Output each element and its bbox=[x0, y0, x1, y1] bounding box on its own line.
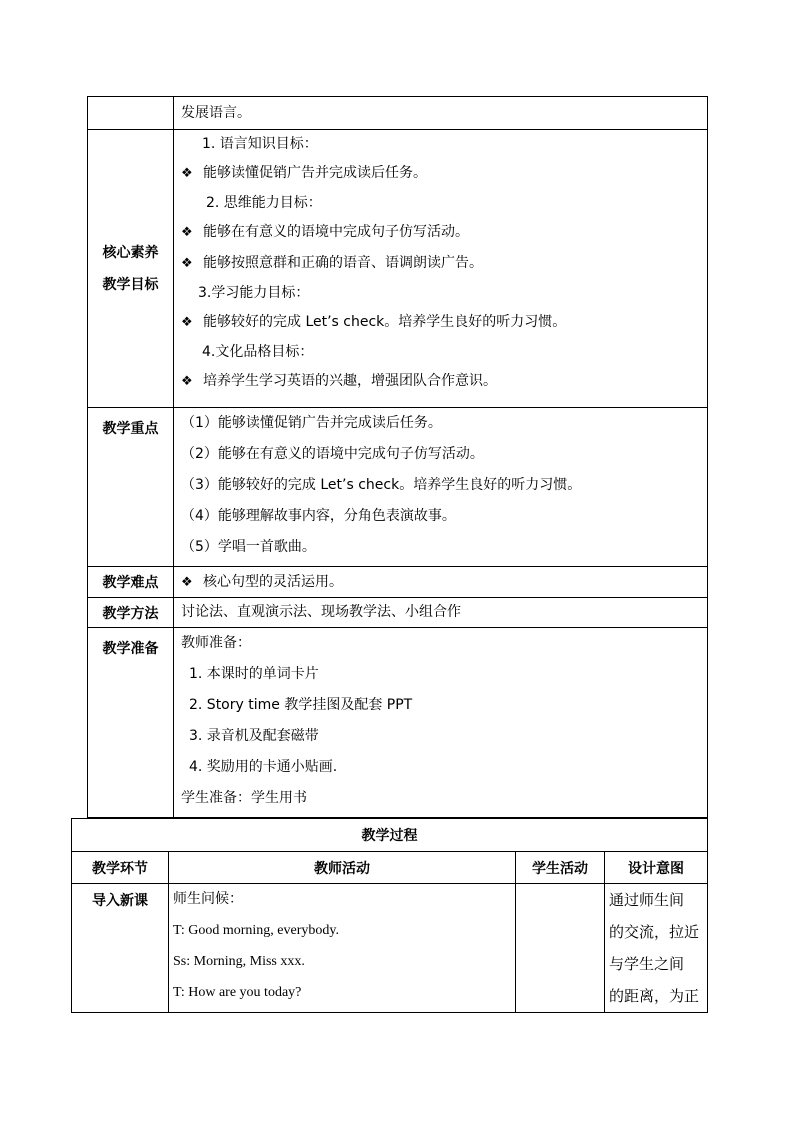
methods-text: 讨论法、直观演示法、现场教学法、小组合作 bbox=[181, 604, 461, 620]
diamond-bullet-icon: ❖ bbox=[181, 225, 193, 240]
key-points-label: 教学重点 bbox=[88, 408, 174, 567]
difficulty-text: ❖ 核心句型的灵活运用。 bbox=[174, 567, 707, 597]
prep-item: 3. 录音机及配套磁带 bbox=[189, 728, 319, 744]
teaching-process-table bbox=[71, 818, 708, 1013]
goal-heading-4: 4.文化品格目标： bbox=[202, 344, 314, 360]
dialogue-line: 师生问候： bbox=[173, 891, 243, 907]
goal-heading-3: 3.学习能力目标： bbox=[198, 285, 310, 301]
dialogue-line: T: How are you today? bbox=[173, 985, 302, 1000]
stage-label: 导入新课 bbox=[72, 884, 169, 1013]
key-point-item: （3）能够较好的完成 Let’s check。培养学生良好的听力习惯。 bbox=[181, 477, 582, 493]
design-intent-cell bbox=[605, 884, 708, 1013]
header-teacher-activity: 教师活动 bbox=[169, 852, 516, 884]
process-header-row bbox=[72, 852, 708, 884]
goal-bullet-2: ❖ 能够在有意义的语境中完成句子仿写活动。 bbox=[174, 217, 707, 248]
preparation-content bbox=[174, 628, 708, 818]
diamond-bullet-icon: ❖ bbox=[181, 575, 193, 590]
key-point-item: （5）学唱一首歌曲。 bbox=[181, 539, 316, 555]
lesson-plan-table bbox=[87, 96, 708, 818]
difficulty-row bbox=[88, 567, 708, 598]
key-point-item: （1）能够读懂促销广告并完成读后任务。 bbox=[181, 415, 442, 431]
key-point-item: （4）能够理解故事内容，分角色表演故事。 bbox=[181, 508, 456, 524]
goal-bullet-1: ❖ 能够读懂促销广告并完成读后任务。 bbox=[174, 158, 707, 189]
goals-label: 核心素养 教学目标 bbox=[88, 130, 174, 408]
goal-bullet-3: ❖ 能够按照意群和正确的语音、语调朗读广告。 bbox=[174, 248, 707, 279]
process-title-row bbox=[72, 819, 708, 852]
key-point-item: （2）能够在有意义的语境中完成句子仿写活动。 bbox=[181, 446, 484, 462]
teacher-activity-cell bbox=[169, 884, 516, 1013]
goals-row bbox=[88, 130, 708, 408]
dialogue-line: T: Good morning, everybody. bbox=[173, 923, 339, 938]
design-intent-line: 的交流，拉近 bbox=[609, 923, 700, 941]
preparation-label: 教学准备 bbox=[88, 628, 174, 818]
student-prep-line: 学生准备：学生用书 bbox=[181, 790, 307, 806]
diamond-bullet-icon: ❖ bbox=[181, 315, 193, 330]
difficulty-label: 教学难点 bbox=[88, 567, 174, 598]
diamond-bullet-icon: ❖ bbox=[181, 256, 193, 271]
header-stage: 教学环节 bbox=[72, 852, 169, 884]
prep-item: 4. 奖励用的卡通小贴画. bbox=[189, 759, 338, 775]
key-points-row bbox=[88, 408, 708, 567]
continuation-text: 发展语言。 bbox=[181, 105, 251, 121]
dialogue-line: Ss: Morning, Miss xxx. bbox=[173, 954, 305, 969]
design-intent-line: 与学生之间 bbox=[609, 955, 685, 973]
header-design-intent: 设计意图 bbox=[605, 852, 708, 884]
prep-item: 1. 本课时的单词卡片 bbox=[189, 666, 319, 682]
preparation-row bbox=[88, 628, 708, 818]
methods-row bbox=[88, 598, 708, 628]
goal-heading-1: 1. 语言知识目标： bbox=[202, 136, 318, 152]
goal-heading-2: 2. 思维能力目标： bbox=[206, 195, 322, 211]
diamond-bullet-icon: ❖ bbox=[181, 166, 193, 181]
diamond-bullet-icon: ❖ bbox=[181, 374, 193, 389]
methods-label: 教学方法 bbox=[88, 598, 174, 628]
design-intent-line: 通过师生间 bbox=[609, 891, 685, 909]
key-points-content bbox=[174, 408, 708, 567]
header-student-activity: 学生活动 bbox=[516, 852, 605, 884]
design-intent-line: 的距离，为正 bbox=[609, 987, 700, 1005]
goal-bullet-4: ❖ 能够较好的完成 Let’s check。培养学生良好的听力习惯。 bbox=[174, 307, 707, 338]
teacher-prep-heading: 教师准备： bbox=[181, 635, 251, 651]
process-title: 教学过程 bbox=[72, 819, 708, 852]
process-row-intro bbox=[72, 884, 708, 1013]
goal-bullet-5: ❖ 培养学生学习英语的兴趣，增强团队合作意识。 bbox=[174, 366, 707, 397]
continuation-row bbox=[88, 97, 708, 130]
prep-item: 2. Story time 教学挂图及配套 PPT bbox=[189, 697, 413, 713]
goals-content bbox=[174, 130, 708, 408]
student-activity-cell bbox=[516, 884, 605, 1013]
